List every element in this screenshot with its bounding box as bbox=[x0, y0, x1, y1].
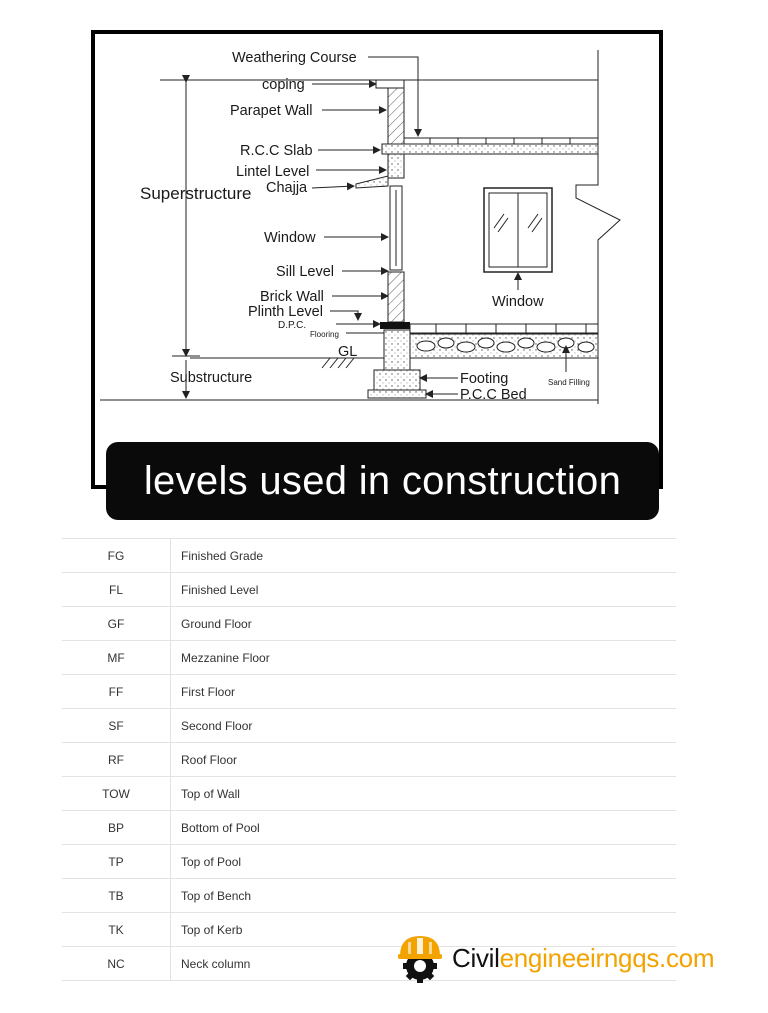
logo-text-domain: engineeirngqs.com bbox=[499, 942, 715, 973]
abbreviation-meaning: Mezzanine Floor bbox=[181, 650, 270, 665]
label-lintel-level: Lintel Level bbox=[236, 164, 310, 180]
abbreviation-meaning: Top of Wall bbox=[181, 786, 240, 801]
abbreviation-code: TOW bbox=[62, 777, 171, 810]
label-flooring: Flooring bbox=[310, 330, 339, 339]
helmet-gear-icon bbox=[394, 932, 446, 984]
site-logo bbox=[394, 932, 724, 984]
label-rcc-slab: R.C.C Slab bbox=[240, 143, 313, 159]
label-window-right: Window bbox=[492, 294, 544, 310]
abbreviation-meaning: Ground Floor bbox=[181, 616, 252, 631]
label-chajja: Chajja bbox=[266, 180, 308, 196]
abbreviation-code: TK bbox=[62, 913, 171, 946]
abbreviation-code: FG bbox=[62, 539, 171, 572]
abbreviation-code: FL bbox=[62, 573, 171, 606]
table-row bbox=[62, 776, 676, 810]
table-row bbox=[62, 640, 676, 674]
footing bbox=[374, 370, 420, 390]
table-row bbox=[62, 674, 676, 708]
abbreviation-meaning: Second Floor bbox=[181, 718, 253, 733]
title-banner bbox=[106, 442, 659, 520]
abbreviation-meaning: First Floor bbox=[181, 684, 235, 699]
label-superstructure: Superstructure bbox=[140, 184, 252, 203]
label-substructure: Substructure bbox=[170, 370, 253, 386]
label-window-left: Window bbox=[264, 230, 316, 246]
table-row bbox=[62, 538, 676, 572]
abbreviation-meaning: Finished Grade bbox=[181, 548, 264, 563]
abbreviation-meaning: Finished Level bbox=[181, 582, 259, 597]
label-weathering-course: Weathering Course bbox=[232, 50, 357, 66]
label-sand-filling: Sand Filling bbox=[548, 378, 590, 387]
abbreviation-table bbox=[62, 538, 676, 981]
table-row bbox=[62, 742, 676, 776]
abbreviation-code: FF bbox=[62, 675, 171, 708]
flooring bbox=[410, 324, 598, 333]
table-row bbox=[62, 572, 676, 606]
abbreviation-code: TP bbox=[62, 845, 171, 878]
lintel bbox=[388, 154, 404, 178]
table-row bbox=[62, 810, 676, 844]
abbreviation-meaning: Bottom of Pool bbox=[181, 820, 260, 835]
abbreviation-code: BP bbox=[62, 811, 171, 844]
table-row bbox=[62, 878, 676, 912]
table-row bbox=[62, 606, 676, 640]
label-pcc-bed: P.C.C Bed bbox=[460, 387, 527, 403]
label-parapet-wall: Parapet Wall bbox=[230, 103, 313, 119]
abbreviation-meaning: Top of Kerb bbox=[181, 922, 243, 937]
abbreviation-code: SF bbox=[62, 709, 171, 742]
abbreviation-code: GF bbox=[62, 607, 171, 640]
diagram-frame bbox=[93, 32, 661, 487]
abbreviation-code: RF bbox=[62, 743, 171, 776]
rcc-slab bbox=[382, 144, 598, 154]
abbreviation-code: MF bbox=[62, 641, 171, 674]
abbreviation-meaning: Top of Bench bbox=[181, 888, 252, 903]
parapet-wall bbox=[388, 82, 404, 144]
table-row bbox=[62, 844, 676, 878]
logo-text bbox=[452, 943, 714, 974]
brick-wall bbox=[388, 272, 404, 322]
label-gl: GL bbox=[338, 344, 358, 360]
label-coping: coping bbox=[262, 77, 305, 93]
pcc-bed bbox=[368, 390, 426, 398]
label-footing: Footing bbox=[460, 371, 509, 387]
label-plinth-level: Plinth Level bbox=[248, 304, 323, 320]
abbreviation-code: NC bbox=[62, 947, 171, 980]
label-dpc: D.P.C. bbox=[278, 320, 307, 331]
abbreviation-meaning: Neck column bbox=[181, 956, 251, 971]
abbreviation-meaning: Top of Pool bbox=[181, 854, 242, 869]
table-row bbox=[62, 708, 676, 742]
coping bbox=[376, 80, 404, 88]
logo-text-civil: Civil bbox=[452, 942, 500, 973]
banner-title: levels used in construction bbox=[143, 458, 622, 503]
dpc bbox=[380, 322, 410, 329]
abbreviation-meaning: Roof Floor bbox=[181, 752, 238, 767]
abbreviation-code: TB bbox=[62, 879, 171, 912]
label-brick-wall: Brick Wall bbox=[260, 289, 324, 305]
plinth bbox=[384, 330, 410, 370]
label-sill-level: Sill Level bbox=[276, 264, 335, 280]
